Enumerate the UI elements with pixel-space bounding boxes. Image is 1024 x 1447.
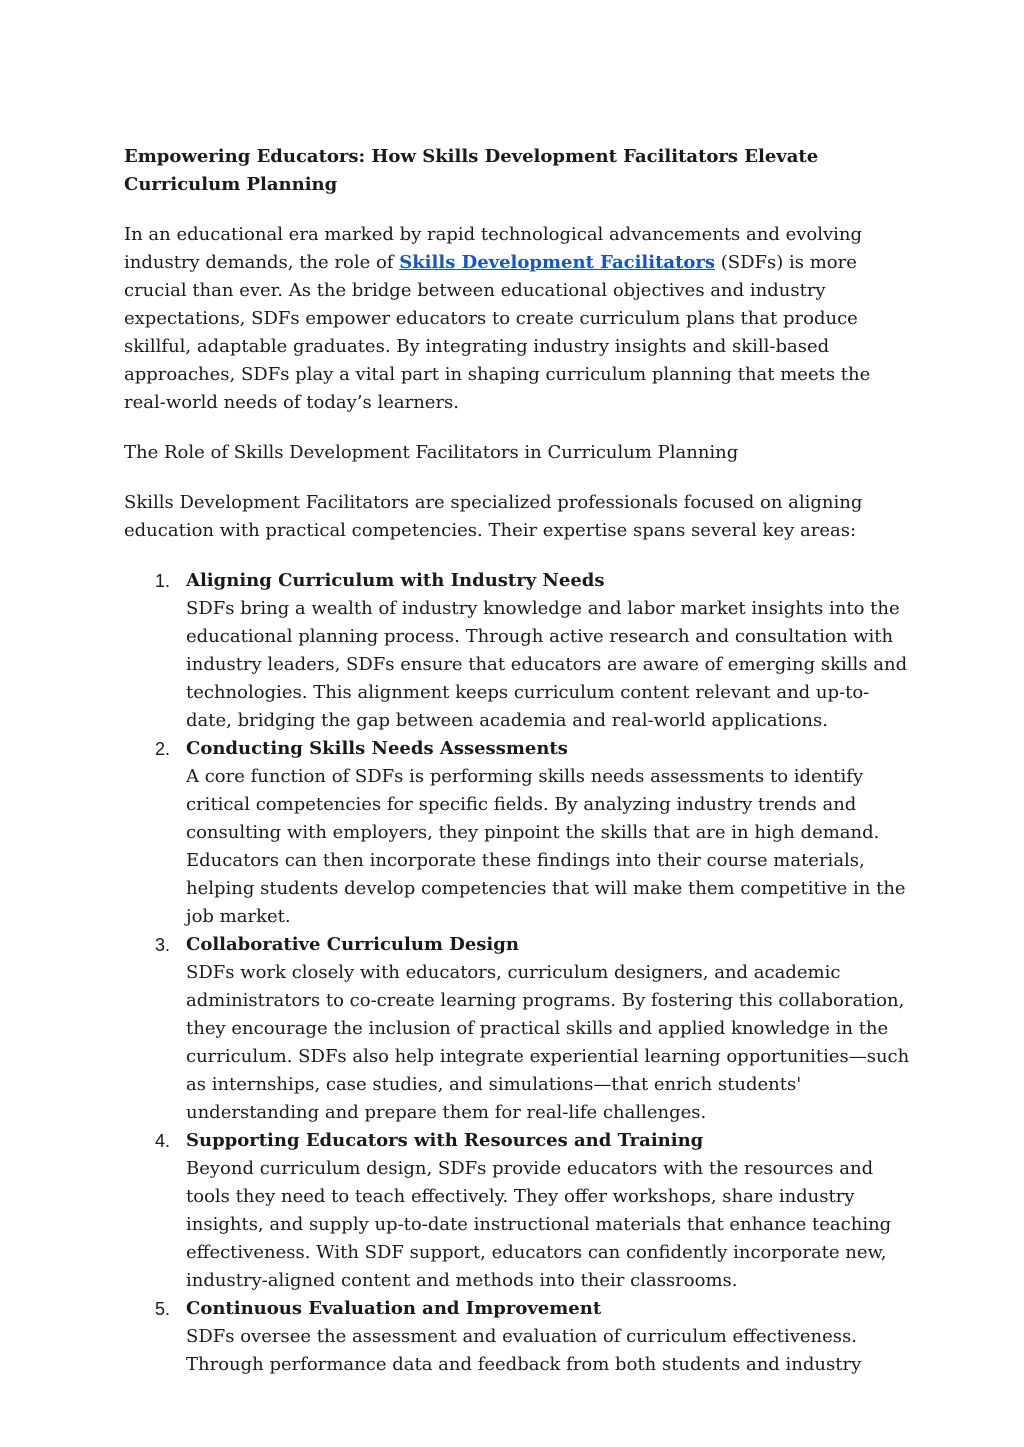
list-item [124,1295,914,1379]
key-areas-list [124,567,914,1379]
list-item-number: 4. [155,1131,171,1151]
list-item-heading: Continuous Evaluation and Improvement [186,1298,602,1319]
list-item-number: 3. [155,935,171,955]
list-item [124,567,914,735]
list-item-number: 5. [155,1299,171,1319]
list-item [124,931,914,1127]
list-item [124,735,914,931]
section-intro-paragraph: Skills Development Facilitators are specialized professionals focused on aligning education with practical competencies. Their expertise spans several key areas: [124,492,863,541]
list-item [124,1127,914,1295]
document-page [124,143,914,1379]
intro-text-before-link: In an educational era marked by rapid technological advancements and evolving industry demands, the role of [124,224,863,273]
list-item-body: SDFs oversee the assessment and evaluation of curriculum effectiveness. Through performance data and feedback from both students and industry [186,1326,862,1375]
list-item-body: SDFs bring a wealth of industry knowledge and labor market insights into the educational planning process. Through active research and consultation with industry leaders, SDFs ensure that educators are aware of emerging skills and technologies. This alignment keeps curriculum content relevant and up-to-date, bridging the gap between academia and real-world applications. [186,598,908,731]
list-item-heading: Conducting Skills Needs Assessments [186,738,568,759]
section-heading: The Role of Skills Development Facilitators in Curriculum Planning [124,442,739,463]
list-item-body: A core function of SDFs is performing skills needs assessments to identify critical competencies for specific fields. By analyzing industry trends and consulting with employers, they pinpoint the skills that are in high demand. Educators can then incorporate these findings into their course materials, helping students develop competencies that will make them competitive in the job market. [186,766,906,927]
list-item-number: 2. [155,739,171,759]
list-item-body: Beyond curriculum design, SDFs provide educators with the resources and tools they need to teach effectively. They offer workshops, share industry insights, and supply up-to-date instructional materials that enhance teaching effectiveness. With SDF support, educators can confidently incorporate new, industry-aligned content and methods into their classrooms. [186,1158,892,1291]
document-title: Empowering Educators: How Skills Development Facilitators Elevate Curriculum Planning [124,146,819,195]
intro-text-after-link: (SDFs) is more crucial than ever. As the bridge between educational objectives and industry expectations, SDFs empower educators to create curriculum plans that produce skillful, adaptable graduates. By integrating industry insights and skill-based approaches, SDFs play a vital part in shaping curriculum planning that meets the real-world needs of today’s learners. [124,252,871,413]
intro-paragraph [124,221,914,417]
list-item-heading: Aligning Curriculum with Industry Needs [186,570,605,591]
list-item-heading: Supporting Educators with Resources and Training [186,1130,704,1151]
list-item-body: SDFs work closely with educators, curriculum designers, and academic administrators to co-create learning programs. By fostering this collaboration, they encourage the inclusion of practical skills and applied knowledge in the curriculum. SDFs also help integrate experiential learning opportunities—such as internships, case studies, and simulations—that enrich students' understanding and prepare them for real-life challenges. [186,962,910,1123]
list-item-number: 1. [155,571,171,591]
skills-development-facilitators-link[interactable]: Skills Development Facilitators [399,252,716,273]
list-item-heading: Collaborative Curriculum Design [186,934,519,955]
